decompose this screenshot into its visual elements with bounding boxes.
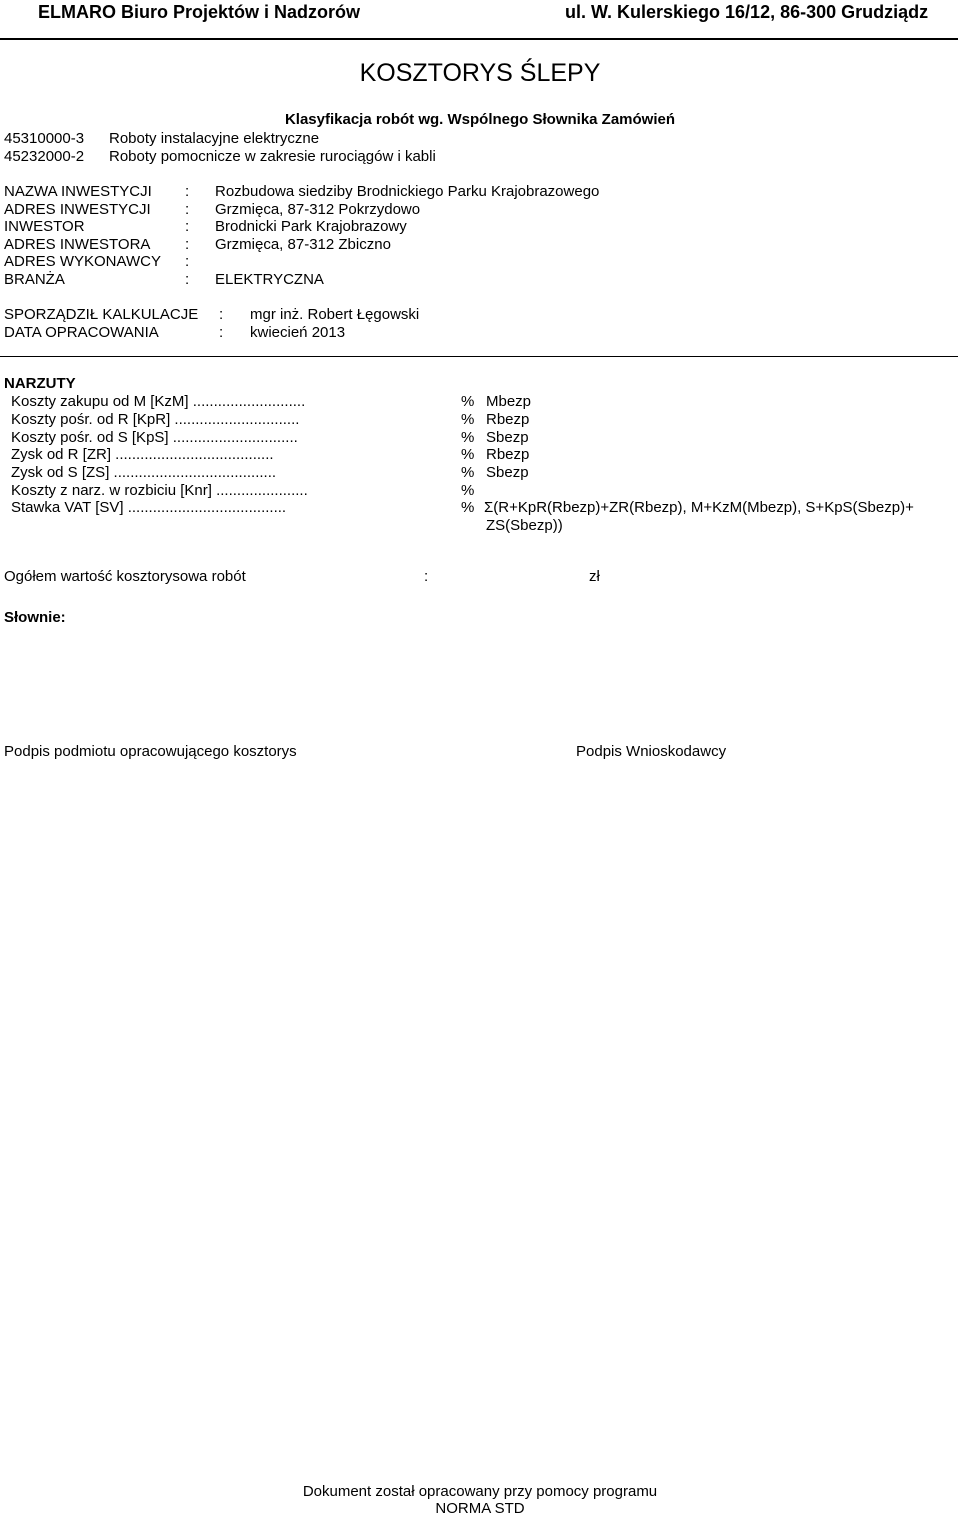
narzut-label-zs: Zysk od S [ZS] ....................................... — [11, 464, 277, 481]
author-value: mgr inż. Robert Łęgowski — [250, 306, 420, 323]
narzut-pct-kzm: % — [461, 393, 475, 410]
cpv-desc-2: Roboty pomocnicze w zakresie rurociągów i kabli — [109, 148, 436, 165]
narzut-label-knr: Koszty z narz. w rozbiciu [Knr] ...................... — [11, 482, 308, 499]
company-name: ELMARO Biuro Projektów i Nadzorów — [38, 2, 361, 22]
header-rule — [0, 38, 958, 40]
investor-address-value: Grzmięca, 87-312 Zbiczno — [215, 236, 391, 253]
narzut-base-vat-cont: ZS(Sbezp)) — [486, 517, 563, 534]
cpv-code-2: 45232000-2 — [4, 148, 85, 165]
narzut-label-kzm: Koszty zakupu od M [KzM] ........................... — [11, 393, 306, 410]
classification-heading: Klasyfikacja robót wg. Wspólnego Słownika Zamówień — [284, 111, 676, 128]
investor-value: Brodnicki Park Krajobrazowy — [215, 218, 407, 235]
cpv-desc-1: Roboty instalacyjne elektryczne — [109, 130, 320, 147]
branch-value: ELEKTRYCZNA — [215, 271, 324, 288]
narzut-label-kpr: Koszty pośr. od R [KpR] .............................. — [11, 411, 300, 428]
narzuty-heading: NARZUTY — [4, 375, 76, 392]
date-sep: : — [219, 324, 224, 341]
total-label: Ogółem wartość kosztorysowa robót — [4, 568, 246, 585]
author-label: SPORZĄDZIŁ KALKULACJE — [4, 306, 199, 323]
investment-address-value: Grzmięca, 87-312 Pokrzydowo — [215, 201, 421, 218]
cpv-code-1: 45310000-3 — [4, 130, 85, 147]
slownie-label: Słownie: — [4, 609, 66, 626]
narzut-base-kzm: Mbezp — [486, 393, 532, 410]
investment-name-sep: : — [185, 183, 190, 200]
date-value: kwiecień 2013 — [250, 324, 346, 341]
investor-sep: : — [185, 218, 190, 235]
narzut-pct-zs: % — [461, 464, 475, 481]
narzut-label-vat: Stawka VAT [SV] ...................................... — [11, 499, 287, 516]
narzut-base-vat: Σ(R+KpR(Rbezp)+ZR(Rbezp), M+KzM(Mbezp), S+KpS(Sbezp)+ — [484, 499, 914, 516]
narzut-base-zr: Rbezp — [486, 446, 530, 463]
branch-sep: : — [185, 271, 190, 288]
investment-name-value: Rozbudowa siedziby Brodnickiego Parku Krajobrazowego — [215, 183, 600, 200]
narzut-base-kpr: Rbezp — [486, 411, 530, 428]
narzut-pct-zr: % — [461, 446, 475, 463]
investment-address-label: ADRES INWESTYCJI — [4, 201, 151, 218]
contractor-address-sep: : — [185, 253, 190, 270]
investment-address-sep: : — [185, 201, 190, 218]
narzut-base-kps: Sbezp — [486, 429, 529, 446]
investor-address-sep: : — [185, 236, 190, 253]
section-rule — [0, 356, 958, 357]
signature-preparer: Podpis podmiotu opracowującego kosztorys — [4, 743, 297, 760]
narzut-pct-knr: % — [461, 482, 475, 499]
contractor-address-label: ADRES WYKONAWCY — [4, 253, 161, 270]
page-title: KOSZTORYS ŚLEPY — [359, 59, 601, 87]
investment-name-label: NAZWA INWESTYCJI — [4, 183, 152, 200]
branch-label: BRANŻA — [4, 271, 65, 288]
company-address: ul. W. Kulerskiego 16/12, 86-300 Grudziądz — [565, 2, 929, 22]
narzut-pct-kpr: % — [461, 411, 475, 428]
investor-label: INWESTOR — [4, 218, 85, 235]
narzut-base-zs: Sbezp — [486, 464, 529, 481]
narzut-label-zr: Zysk od R [ZR] ...................................... — [11, 446, 274, 463]
total-sep: : — [424, 568, 429, 585]
date-label: DATA OPRACOWANIA — [4, 324, 159, 341]
footer-line-2: NORMA STD — [435, 1500, 525, 1517]
total-unit: zł — [589, 568, 600, 585]
investor-address-label: ADRES INWESTORA — [4, 236, 151, 253]
narzut-pct-kps: % — [461, 429, 475, 446]
footer-line-1: Dokument został opracowany przy pomocy programu — [302, 1483, 658, 1500]
signature-applicant: Podpis Wnioskodawcy — [576, 743, 727, 760]
narzut-pct-vat: % — [461, 499, 475, 516]
author-sep: : — [219, 306, 224, 323]
narzut-label-kps: Koszty pośr. od S [KpS] .............................. — [11, 429, 298, 446]
